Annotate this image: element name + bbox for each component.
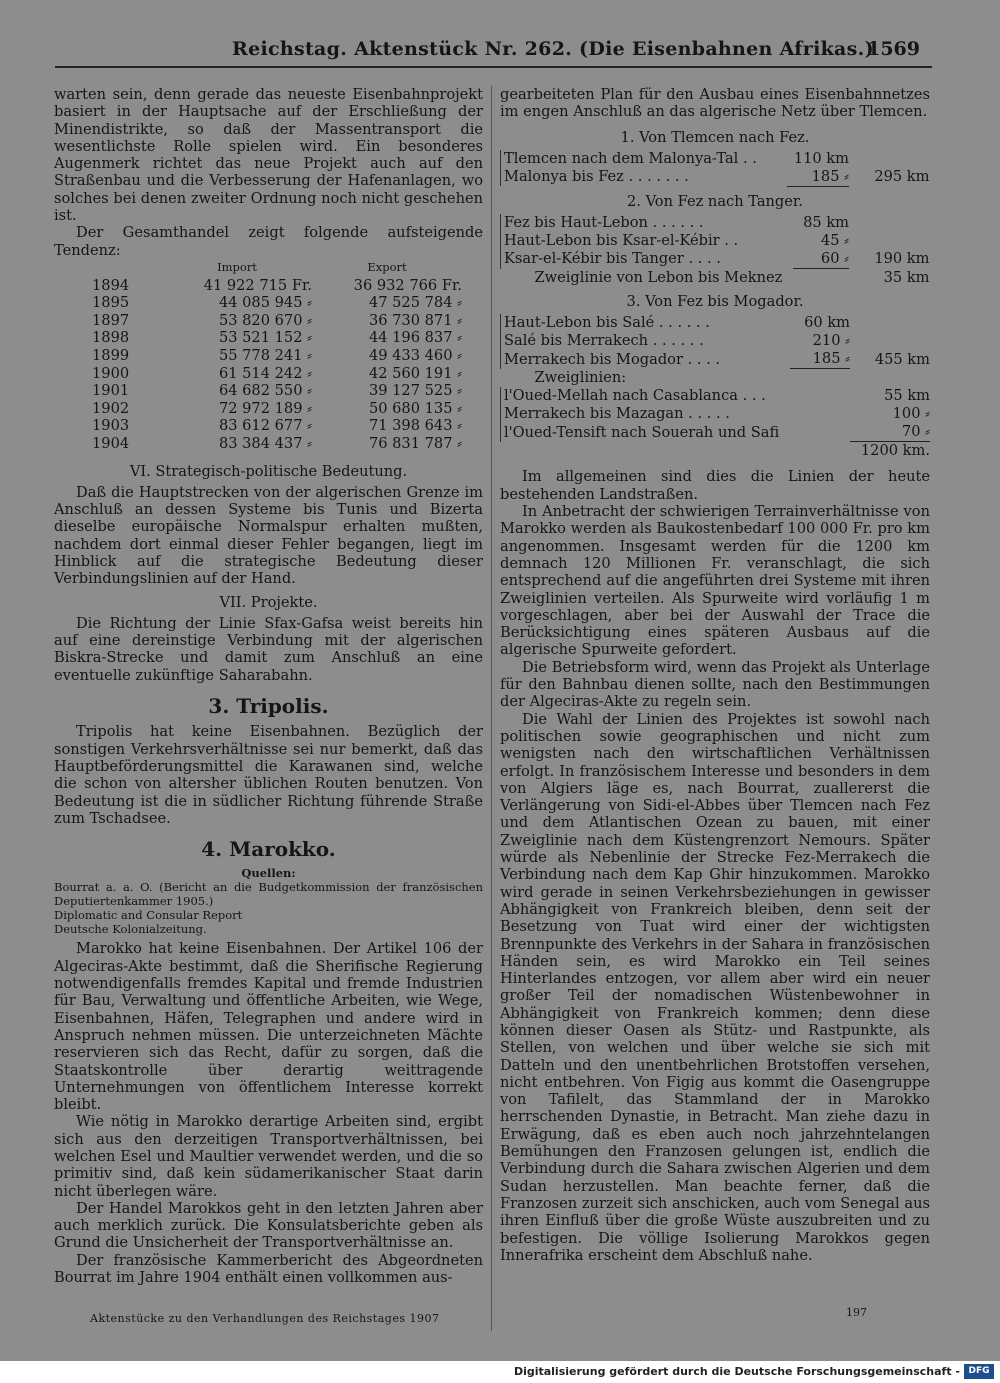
paragraph: Die Richtung der Linie Sfax-Gafsa weist bereits hin auf eine dereinstige Verbindung mit der algerischen Biskra-Strecke und damit zum Anschluß an eine eventuelle zukünftige Saharabahn. [54, 614, 483, 684]
paragraph: Die Wahl der Linien des Projektes ist sowohl nach politischen sowie geographischen und nicht zum wenigsten nach den wirtschaftlichen Verhältnissen erfolgt. In französischem Interesse und besonders in dem von Algiers läge es, nach Bourrat, zuallererst die Verlängerung von Sidi-el-Abbes über Tlemcen nach Fez und dem Atlantischen Ozean zu bauen, mit einer Zweiglinie nach dem Küstengrenzort Nemours. Später würde als Nebenlinie der Strecke Fez-Merrakech die Verbindung nach dem Kap Ghir hinzukommen. Marokko wird gerade in seinen Verkehrsbeziehungen in gewisser Abhängigkeit von Frankreich bleiben, denn seit der Besetzung von Tuat wird einer der wichtigsten Brennpunkte des Verkehrs in der Sahara in französischen Händen sein, es wird Marokko ein Teil seines Hinterlandes entzogen, vor allem aber wird ein neuer großer Teil der nomadischen Wüstenbewohner in Abhängigkeit von Frankreich kommen; denn diese können dieser Oasen als Stütz- und Rastpunkte, als Stellen, von welchen und über welche sie sich mit Datteln und den unentbehrlichen Brotstoffen versehen, nicht entbehren. Von Figig aus kommt die Oasengruppe von Tafilelt, das Stammland der in Marokko herrschenden Dynastie, in Betracht. Man ziehe dazu in Erwägung, daß es eben auch noch jahrzehntelangen Bemühungen den Franzosen gelungen ist, endlich die Verbindung durch die Sahara zwischen Algerien und dem Sudan herzustellen. Man beachte ferner, daß die Franzosen zurzeit sich anschicken, auch vom Senegal aus ihren Einfluß über die große Wüste auszubreiten und zu befestigen. Die völlige Isolierung Marokkos gegen Innerafrika erscheint dem Abschluß nahe. [500, 710, 930, 1264]
table-row: Zweiglinien: [534, 369, 627, 387]
table-row: 1900 61 514 242 ⸗ 42 560 191 ⸗ [92, 364, 462, 382]
paragraph: Der Gesamthandel zeigt folgende aufsteigende Tendenz: [54, 224, 483, 259]
table-row: 1899 55 778 241 ⸗ 49 433 460 ⸗ [92, 346, 462, 364]
table-row [501, 442, 931, 461]
sources-heading: Quellen: [241, 866, 296, 881]
source-entry: Deutsche Kolonialzeitung. [54, 922, 207, 937]
route-heading: 3. Von Fez bis Mogador. [626, 293, 804, 311]
paragraph: Im allgemeinen sind dies die Linien der heute bestehenden Landstraßen. [500, 468, 930, 503]
table-row: Zweiglinie von Lebon bis Meknez 35 km [534, 268, 930, 287]
table-row: Salé bis Merrakech . . . . . . 210 ⸗ [501, 332, 931, 350]
paragraph: gearbeiteten Plan für den Ausbau eines Eisenbahnnetzes im engen Anschluß an das algerische Netz über Tlemcen. [500, 86, 930, 121]
paragraph: Der französische Kammerbericht des Abgeordneten Bourrat im Jahre 1904 enthält einen vollkommen aus- [54, 1251, 483, 1287]
section-heading: VI. Strategisch-politische Bedeutung. [129, 462, 408, 480]
paragraph: Daß die Hauptstrecken von der algerischen Grenze im Anschluß an dessen Systeme bis Tunis und Bizerta dieselbe europäische Normalspur erhalten mußten, nachdem dort einmal dieser Fehler begangen, liegt im Hinblick auf die strategische Bedeutung dieser Verbindungslinien auf der Hand. [54, 483, 483, 588]
grand-total: 1200 km. [860, 442, 930, 460]
dfg-text: Digitalisierung gefördert durch die Deutsche Forschungsgemeinschaft - [513, 1365, 960, 1378]
table-row: l'Oued-Mellah nach Casablanca . . . 55 km [501, 387, 931, 405]
table-row: Tlemcen nach dem Malonya-Tal . . 110 km [501, 150, 930, 168]
footer-signature: 197 [846, 1306, 867, 1319]
paragraph: Der Handel Marokkos geht in den letzten Jahren aber auch merklich zurück. Die Konsulatsberichte geben als Grund die Unsicherheit der Transportverhältnisse an. [54, 1199, 483, 1252]
paragraph: Wie nötig in Marokko derartige Arbeiten sind, ergibt sich aus den derzeitigen Transportverhältnissen, bei welchen Esel und Maultier verwendet werden, und die so primitiv sind, daß kein südamerikanischer Staat darin nicht überlegen wäre. [54, 1113, 483, 1200]
table-row: Haut-Lebon bis Ksar-el-Kébir . . 45 ⸗ [501, 232, 930, 250]
paragraph: Marokko hat keine Eisenbahnen. Der Artikel 106 der Algeciras-Akte bestimmt, daß die Sherifische Regierung notwendigenfalls fremdes Kapital und fremde Industrien für Bau, Verwaltung und öffentliche Arbeiten, wie Wege, Eisenbahnen, Häfen, Telegraphen und andere wird in Anspruch nehmen müssen. Die unterzeichneten Mächte reservieren sich das Recht, dafür zu sorgen, daß die Staatskontrolle über derartig weittragende Unternehmungen von öffentlichem Interesse korrekt bleibt. [54, 940, 483, 1114]
table-row: 1904 83 384 437 ⸗ 76 831 787 ⸗ [92, 434, 462, 452]
right-column [500, 86, 930, 1264]
table-row: 1895 44 085 945 ⸗ 47 525 784 ⸗ [92, 294, 462, 312]
route-table [500, 214, 930, 287]
table-row: Merrakech bis Mazagan . . . . . 100 ⸗ [501, 405, 931, 423]
source-entry: Diplomatic and Consular Report [54, 908, 243, 923]
section-heading: VII. Projekte. [219, 593, 318, 611]
chapter-heading: 3. Tripolis. [208, 694, 329, 719]
paragraph: In Anbetracht der schwierigen Terrainverhältnisse von Marokko werden als Baukostenbedarf 100 000 Fr. pro km angenommen. Insgesamt werden für die 1200 km demnach 120 Millionen Fr. veranschlagt, die sich entsprechend auf die angeführten drei Systeme mit ihren Zweiglinien verteilen. Als Spurweite wird vorläufig 1 m vorgeschlagen, aber bei der Auswahl der Trace die Berücksichtigung eines späteren Ausbaus auf die algerische Spurweite gefordert. [500, 503, 930, 659]
paragraph: warten sein, denn gerade das neueste Eisenbahnprojekt basiert in der Hauptsache auf der Erschließung der Minendistrikte, so daß der Massentransport die wesentlichste Rolle spielen wird. Ein besonderes Augenmerk richtet das neue Projekt auch auf den Straßenbau und die Verbesserung der Hafenanlagen, wo solches bei denen zweiter Ordnung noch nicht geschehen ist. [54, 86, 483, 225]
route-table [500, 150, 930, 187]
table-row: Haut-Lebon bis Salé . . . . . . 60 km [501, 314, 931, 332]
column-header-import: Import [217, 259, 257, 274]
column-header-export: Export [367, 259, 407, 274]
table-row: Fez bis Haut-Lebon . . . . . . 85 km [501, 214, 930, 232]
header-rule [55, 66, 932, 68]
paragraph: Tripolis hat keine Eisenbahnen. Bezüglich der sonstigen Verkehrsverhältnisse sei nur bemerkt, daß das Hauptbeförderungsmittel die Karawanen sind, welche die schon von altersher üblichen Routen benutzen. Von Bedeutung ist die in südlicher Richtung führende Straße zum Tschadsee. [54, 723, 483, 827]
left-column [54, 86, 483, 1286]
route-table [500, 314, 930, 460]
page-number: 1569 [867, 38, 920, 60]
route-heading: 2. Von Fez nach Tanger. [627, 192, 803, 210]
footer-note: Aktenstücke zu den Verhandlungen des Reichstages 1907 [90, 1312, 440, 1325]
table-row: Ksar-el-Kébir bis Tanger . . . . 60 ⸗ 190 km [501, 250, 930, 269]
table-row: Merrakech bis Mogador . . . . 185 ⸗ 455 km [501, 350, 931, 369]
header-title: Reichstag. Aktenstück Nr. 262. (Die Eisenbahnen Afrikas.) [232, 38, 874, 60]
table-row: 1897 53 820 670 ⸗ 36 730 871 ⸗ [92, 311, 462, 329]
trade-table [92, 259, 462, 453]
column-divider [491, 86, 492, 1331]
table-row: 1903 83 612 677 ⸗ 71 398 643 ⸗ [92, 417, 462, 435]
paragraph: Die Betriebsform wird, wenn das Projekt als Unterlage für den Bahnbau dienen sollte, nach den Bestimmungen der Algeciras-Akte zu regeln sein. [500, 658, 930, 711]
route-heading: 1. Von Tlemcen nach Fez. [620, 128, 810, 146]
table-row: 1894 41 922 715 Fr. 36 932 766 Fr. [92, 276, 462, 294]
source-entry: Bourrat a. a. O. (Bericht an die Budgetkommission der französischen Deputiertenkammer 1905.) [54, 880, 483, 909]
running-header [232, 34, 920, 64]
table-header-row [92, 259, 462, 277]
dfg-logo: DFG [964, 1364, 994, 1379]
dfg-banner [0, 1361, 1000, 1383]
table-row: Malonya bis Fez . . . . . . . 185 ⸗ 295 km [501, 168, 930, 187]
chapter-heading: 4. Marokko. [201, 837, 336, 862]
table-row: 1901 64 682 550 ⸗ 39 127 525 ⸗ [92, 382, 462, 400]
table-row: 1898 53 521 152 ⸗ 44 196 837 ⸗ [92, 329, 462, 347]
table-row: l'Oued-Tensift nach Souerah und Safi 70 ⸗ [501, 423, 931, 442]
table-row: 1902 72 972 189 ⸗ 50 680 135 ⸗ [92, 399, 462, 417]
